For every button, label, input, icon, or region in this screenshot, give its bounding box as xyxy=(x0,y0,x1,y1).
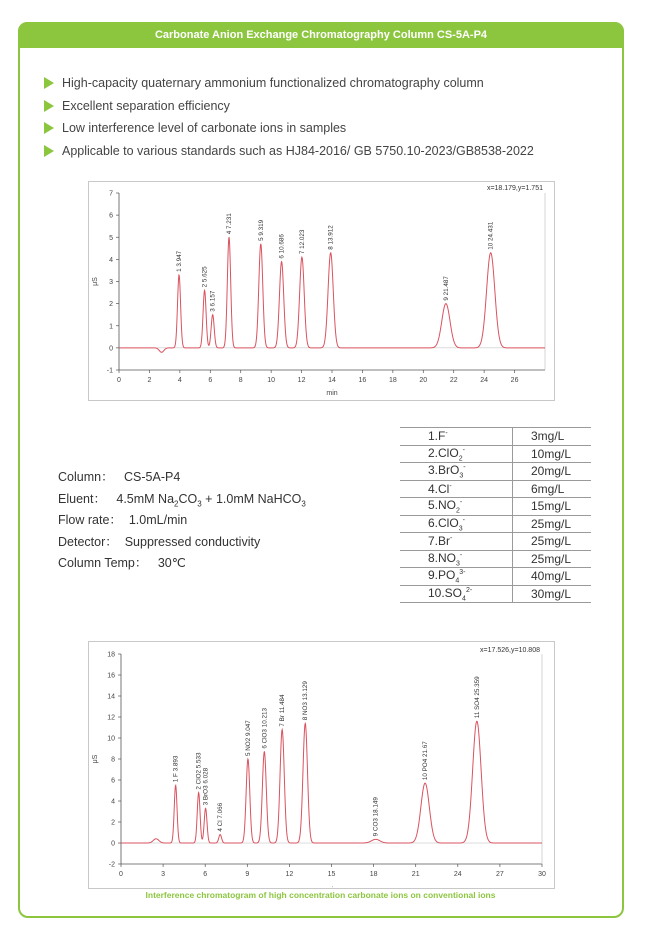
ion-cell: $10.SO_4^{2-}$ xyxy=(400,585,513,603)
x-tick-label: 21 xyxy=(411,871,420,878)
x-tick-label: 10 xyxy=(267,377,276,384)
feature-item: Low interference level of carbonate ions in samples xyxy=(44,119,534,142)
concentration-cell: 20mg/L xyxy=(513,463,592,481)
ion-cell: $9.PO_4^{3-}$ xyxy=(400,568,513,586)
y-tick-label: 0 xyxy=(111,840,115,848)
ion-cell: 3.BrO$_3$- xyxy=(400,463,513,481)
y-tick-label: -2 xyxy=(108,861,115,869)
x-tick-label: 3 xyxy=(161,871,166,878)
x-tick-label: 12 xyxy=(297,377,306,384)
concentration-cell: 25mg/L xyxy=(513,550,592,568)
x-tick-label: 20 xyxy=(419,377,428,384)
chromatogram-interference-plot xyxy=(89,642,554,888)
x-tick-label: 26 xyxy=(510,377,519,384)
table-row xyxy=(400,515,591,533)
x-tick-label: 0 xyxy=(119,871,123,878)
peak-label: 4 7.231 xyxy=(226,213,234,235)
y-tick-label: 2 xyxy=(109,301,113,309)
peak-label: 5 9.319 xyxy=(257,219,265,241)
y-tick-label: 4 xyxy=(109,256,113,264)
ion-cell: $8.NO_3^-$ xyxy=(400,550,513,568)
peak-label: 3 6.157 xyxy=(209,290,217,312)
peak-label: 8 13.912 xyxy=(327,225,335,250)
param-column: Column： CS-5A-P4 xyxy=(58,470,181,484)
peak-label: 4 Cl 7.066 xyxy=(217,802,225,832)
y-tick-label: 6 xyxy=(111,777,115,785)
x-tick-label: 16 xyxy=(358,377,367,384)
concentration-cell: 25mg/L xyxy=(513,533,592,551)
table-row xyxy=(400,428,591,446)
page-title: Carbonate Anion Exchange Chromatography Column CS-5A-P4 xyxy=(18,22,624,48)
x-tick-label: 8 xyxy=(238,377,243,384)
ion-cell: 6.ClO$_3$- xyxy=(400,515,513,533)
x-tick-label: 6 xyxy=(208,377,213,384)
peak-label: 10 PO4 21.67 xyxy=(422,741,430,781)
x-tick-label: 0 xyxy=(117,377,121,384)
peak-label: 5 NO2 9.047 xyxy=(244,720,252,756)
concentration-cell: 30mg/L xyxy=(513,585,592,603)
x-tick-label: 24 xyxy=(480,377,489,384)
peak-label: 1 3.947 xyxy=(176,250,184,272)
x-tick-label: 22 xyxy=(449,377,458,384)
concentration-cell: 40mg/L xyxy=(513,568,592,586)
y-tick-label: 1 xyxy=(109,323,113,331)
x-tick-label: 9 xyxy=(245,871,250,878)
y-tick-label: 8 xyxy=(111,756,115,764)
bullet-arrow-icon xyxy=(44,122,54,134)
chromatogram-standard xyxy=(88,181,555,401)
peak-label: 2 5.625 xyxy=(201,266,209,288)
x-tick-label: 4 xyxy=(177,377,182,384)
peak-label: 7 12.023 xyxy=(298,229,306,255)
param-column-temp: Column Temp： 30℃ xyxy=(58,556,186,570)
y-tick-label: 10 xyxy=(107,735,115,743)
peak-label: 1 F 3.893 xyxy=(172,755,180,783)
y-tick-label: 2 xyxy=(111,819,115,827)
x-axis-label xyxy=(326,887,337,888)
x-tick-label: 14 xyxy=(328,377,336,384)
concentration-cell: 3mg/L xyxy=(513,428,592,446)
feature-item: Excellent separation efficiency xyxy=(44,97,534,120)
x-tick-label: 27 xyxy=(496,871,504,878)
cursor-readout: x=17.526,y=10.808 xyxy=(480,647,540,654)
cursor-readout: x=18.179,y=1.751 xyxy=(486,185,543,192)
chromatogram-trace xyxy=(121,721,542,843)
y-tick-label: 5 xyxy=(109,234,113,242)
peak-label: 7 Br 11.484 xyxy=(279,694,287,727)
table-row xyxy=(400,498,591,516)
param-detector: Detector： Suppressed conductivity xyxy=(58,534,261,549)
concentration-table xyxy=(400,427,591,603)
x-tick-label: 30 xyxy=(538,871,546,878)
x-tick-label: 18 xyxy=(388,377,397,384)
peak-label: 6 ClO3 10.213 xyxy=(261,708,269,749)
ion-cell: 4.Cl- xyxy=(400,480,513,498)
table-row xyxy=(400,480,591,498)
param-flow-rate: Flow rate： 1.0mL/min xyxy=(58,513,188,527)
table-row xyxy=(400,568,591,586)
y-axis-label: μS xyxy=(92,277,99,286)
concentration-cell: 10mg/L xyxy=(513,445,592,463)
method-parameters xyxy=(58,468,306,576)
chromatogram-interference xyxy=(88,641,555,889)
peak-label: 9 21.487 xyxy=(442,276,450,301)
x-tick-label: 12 xyxy=(285,871,294,878)
x-tick-label: 15 xyxy=(327,871,336,878)
feature-list xyxy=(44,74,534,164)
y-tick-label: 0 xyxy=(109,345,113,353)
table-row xyxy=(400,533,591,551)
y-tick-label: 3 xyxy=(109,279,113,286)
y-tick-label: 12 xyxy=(107,714,115,722)
ion-cell: 7.Br- xyxy=(400,533,513,551)
bullet-arrow-icon xyxy=(44,145,54,157)
concentration-cell: 25mg/L xyxy=(513,515,592,533)
ion-cell: $5.NO_2^-$ xyxy=(400,498,513,516)
y-tick-label: 4 xyxy=(111,798,115,806)
y-tick-label: 7 xyxy=(109,190,113,198)
bullet-arrow-icon xyxy=(44,100,54,112)
peak-label: 2 ClO2 5.533 xyxy=(195,752,203,790)
param-eluent: Eluent： 4.5mM $Na_2CO_3 + 1.0mM$ NaHCO$_3$ xyxy=(58,491,306,508)
feature-item: High-capacity quaternary ammonium functionalized chromatography column xyxy=(44,74,534,97)
peak-label: 8 NO3 13.129 xyxy=(302,681,310,721)
y-axis-label: μS xyxy=(92,754,99,764)
table-row xyxy=(400,550,591,568)
peak-label: 11 SO4 25.359 xyxy=(473,676,481,719)
table-row xyxy=(400,445,591,463)
y-tick-label: 16 xyxy=(107,672,115,680)
table-row xyxy=(400,463,591,481)
chromatogram-standard-plot xyxy=(89,182,554,400)
ion-cell: 1.F- xyxy=(400,428,513,446)
y-tick-label: -1 xyxy=(106,367,113,375)
y-tick-label: 18 xyxy=(107,651,115,659)
peak-label: 3 BrO3 6.028 xyxy=(202,767,210,806)
peak-label: 10 24.431 xyxy=(487,221,495,250)
y-tick-label: 14 xyxy=(107,693,115,701)
x-tick-label: 2 xyxy=(147,377,152,384)
x-axis-label: min xyxy=(326,390,338,397)
x-tick-label: 24 xyxy=(453,871,462,878)
y-tick-label: 6 xyxy=(109,212,113,220)
x-tick-label: 18 xyxy=(369,871,378,878)
peak-label: 9 CO3 18.149 xyxy=(372,797,380,837)
table-row xyxy=(400,585,591,603)
ion-cell: 2.ClO$_2$- xyxy=(400,445,513,463)
x-tick-label: 6 xyxy=(203,871,208,878)
feature-item: Applicable to various standards such as HJ84-2016/ GB 5750.10-2023/GB8538-2022 xyxy=(44,142,534,165)
concentration-cell: 15mg/L xyxy=(513,498,592,516)
concentration-cell: 6mg/L xyxy=(513,480,592,498)
peak-label: 6 10.686 xyxy=(278,234,286,259)
figure-caption: Interference chromatogram of high concentration carbonate ions on conventional ions xyxy=(145,890,496,900)
bullet-arrow-icon xyxy=(44,77,54,89)
